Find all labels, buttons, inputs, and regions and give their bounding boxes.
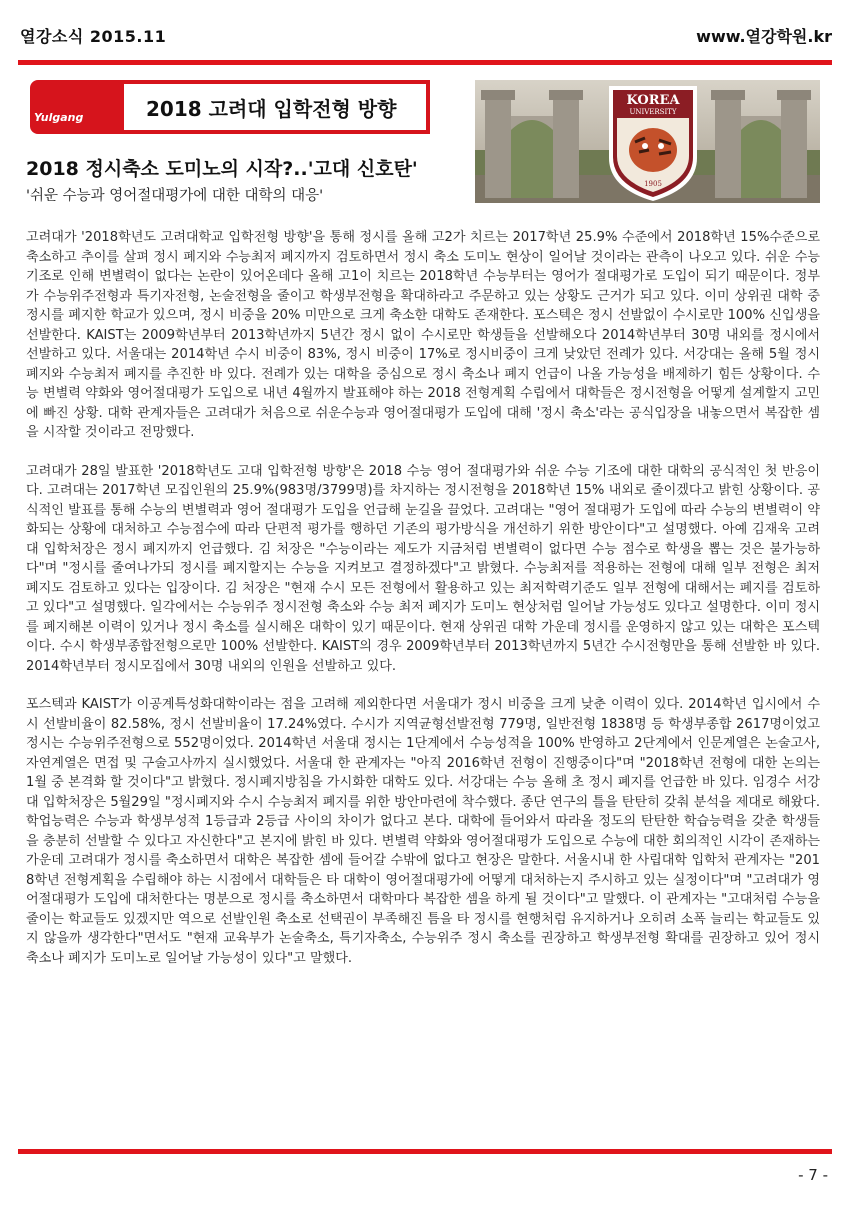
article-subhead: '쉬운 수능과 영어절대평가에 대한 대학의 대응' xyxy=(26,188,324,204)
article-body xyxy=(26,228,820,987)
banner-brand: Yulgang xyxy=(34,111,84,124)
website-url[interactable]: www.열강학원.kr xyxy=(696,27,832,46)
gate-illustration xyxy=(475,80,820,203)
article-paragraph-3: 포스텍과 KAIST가 이공계특성화대학이라는 점을 고려해 제외한다면 서울대가 정시 비중을 크게 낮춘 이력이 있다. 2014학년 입시에서 수시 선발비율이 82.58%, 정시 선발비율이 17.24%였다. 수시가 지역균형선발전형 779명, 일반전형 1838명 등 학생부종합 2617명이었고 정시는 수능위주전형으로 552명이었다. 2014학년 서울대 정시는 1단계에서 수능성적을 100% 반영하고 2단계에서 인문계열은 논술고사, 자연계열은 면접 및 구술고사까지 실시했었다. 서울대 한 관계자는 "아직 2016학년 전형이 진행중이다"며 "2018학년 전형에 대한 논의는 1월 중 본격화 할 것이다"고 밝혔다. 정시폐지방침을 가시화한 대학도 있다. 서강대는 수능 올해 초 정시 폐지를 언급한 바 있다. 임경수 서강대 입학처장은 5월29일 "정시폐지와 수시 수능최저 폐지를 위한 방안마련에 착수했다. 종단 연구의 틀을 탄탄히 갖춰 분석을 제대로 해왔다. 학업능력은 수능과 학생부성적 1등급과 2등급 사이의 차이가 없다고 본다. 대학에 들어와서 따라올 정도의 탄탄한 학습능력을 갖춘 학생들을 충분히 선발할 수 있다고 자신한다"고 본지에 밝힌 바 있다. 변별력 약화와 영어절대평가 도입으로 수능에 대한 회의적인 시각이 존재하는 가운데 고려대가 정시를 축소하면서 대학은 복잡한 셈에 들어갈 수밖에 없다고 현장은 말한다. 서울시내 한 사립대학 입학처 관계자는 "2018학년 전형계획을 수립해야 하는 시점에서 대학들은 타 대학이 영어절대평가에 어떻게 대처하는지 주시하고 있는 실정이다"며 "고려대가 영어절대평가 도입에 대처한다는 명분으로 정시를 축소하면서 대학마다 복잡한 셈을 하게 될 것이다"고 말했다. 이 관계자는 "고대처럼 수능을 줄이는 학교들도 있겠지만 역으로 선발인원 축소로 선택권이 부족해진 틈을 타 정시를 현행처럼 유지하거나 오히려 소폭 늘리는 학교들도 있지 않을까 생각한다"면서도 "현재 교육부가 논술축소, 특기자축소, 수능위주 정시 축소를 권장하고 학생부전형 확대를 권장하고 있어 정시 축소나 폐지가 도미노로 일어날 가능성이 있다"고 말했다. xyxy=(26,697,820,966)
page-header xyxy=(20,24,832,48)
section-banner xyxy=(30,80,430,134)
emblem-year: 1905 xyxy=(644,180,662,188)
newsletter-title: 열강소식 2015.11 xyxy=(20,27,167,46)
banner-title: 2018 고려대 입학전형 방향 xyxy=(122,82,428,132)
emblem-text-bottom: UNIVERSITY xyxy=(629,108,677,116)
article-headline: 2018 정시축소 도미노의 시작?..'고대 신호탄' xyxy=(26,158,418,180)
header-divider xyxy=(18,60,832,65)
page-number: - 7 - xyxy=(798,1166,828,1184)
article-paragraph-2: 고려대가 28일 발표한 '2018학년도 고대 입학전형 방향'은 2018 수능 영어 절대평가와 쉬운 수능 기조에 대한 대학의 공식적인 첫 반응이다. 고려대는 2017학년 모집인원의 25.9%(983명/3799명)를 차지하는 정시전형을 2018학년 15% 내외로 줄이겠다고 밝힌 상황이다. 공식적인 발표를 통해 수능의 변별력과 영어 절대평가 도입을 언급해 눈길을 끌었다. 고려대는 "영어 절대평가 도입에 따라 수능의 변별력이 약화되는 상황에 대처하고 수능점수에 따라 단편적 평가를 행하던 기존의 평가방식을 개선하기 위한 방안이다"고 설명했다. 아예 김재욱 고려대 입학처장은 정시 폐지까지 언급했다. 김 처장은 "수능이라는 제도가 지금처럼 변별력이 없다면 수능 점수로 학생을 뽑는 것은 불가능하다"며 "정시를 줄여나가되 정시를 폐지할지는 수능을 지켜보고 결정하겠다"고 밝혔다. 수능최저를 적용하는 전형에 대해 일부 전형은 최저 폐지도 검토하고 있다는 입장이다. 김 처장은 "현재 수시 모든 전형에서 활용하고 있는 최저학력기준도 일부 전형에 대해서는 폐지를 검토하고 있다"고 설명했다. 일각에서는 수능위주 정시전형 축소와 수능 최저 폐지가 도미노 현상처럼 일어날 가능성도 있다고 설명한다. 이미 정시를 폐지해본 이력이 있거나 정시 축소를 실시해온 대학이 있기 때문이다. 현재 상위권 대학 가운데 정시를 운영하지 않고 있는 대학은 포스텍이다. 수시 학생부종합전형으로만 100% 선발한다. KAIST의 경우 2009학년부터 2013학년까지 5년간 수시전형만을 통해 선발한 바 있다. 2014학년부터 정시모집에서 30명 내외의 인원을 선발하고 있다. xyxy=(26,463,820,674)
emblem-text-top: KOREA xyxy=(626,93,680,108)
article-paragraph-1: 고려대가 '2018학년도 고려대학교 입학전형 방향'을 통해 정시를 올해 고2가 치르는 2017학년 25.9% 수준에서 2018학년 15%수준으로 축소하고 추이를 살펴 정시 폐지와 수능최저 폐지까지 검토하면서 정시 축소 도미노 현상이 일어날 것이라는 관측이 나오고 있다. 쉬운 수능 기조로 인해 변별력이 없다는 논란이 있어온데다 올해 고1이 치르는 2018학년 수능부터는 영어가 절대평가로 도입이 되기 때문이다. 정부가 수능위주전형과 특기자전형, 논술전형을 줄이고 학생부전형을 확대하라고 주문하고 있는 상황도 근거가 되고 있다. 이미 상위권 대학 중 정시를 폐지한 학교가 있으며, 정시 비중을 20% 미만으로 크게 축소한 대학도 존재한다. 포스텍은 정시 선발없이 수시로만 100% 신입생을 선발한다. KAIST는 2009학년부터 2013학년까지 5년간 정시 없이 수시로만 학생들을 선발해오다 2014학년부터 30명 내외를 정시에서 선발하고 있다. 서울대는 2014학년 수시 비중이 83%, 정시 비중이 17%로 정시비중이 크게 낮았던 전례가 있다. 서강대는 올해 5월 정시폐지와 수능최저 폐지를 추진한 바 있다. 전례가 있는 대학을 중심으로 정시 축소나 폐지 언급이 나올 가능성을 배제하기 힘든 상황이다. 수능 변별력 약화와 영어절대평가 도입으로 내년 4월까지 발표해야 하는 2018 전형계획 수립에서 대학들은 정시전형을 어떻게 설계할지 고민에 빠진 상황. 대학 관계자들은 고려대가 처음으로 쉬운수능과 영어절대평가 도입에 대해 '정시 축소'라는 공식입장을 내놓으면서 복잡한 셈을 시작할 것이라고 전망했다. xyxy=(26,230,820,440)
university-gate-photo xyxy=(475,80,820,203)
footer-divider xyxy=(18,1149,832,1154)
